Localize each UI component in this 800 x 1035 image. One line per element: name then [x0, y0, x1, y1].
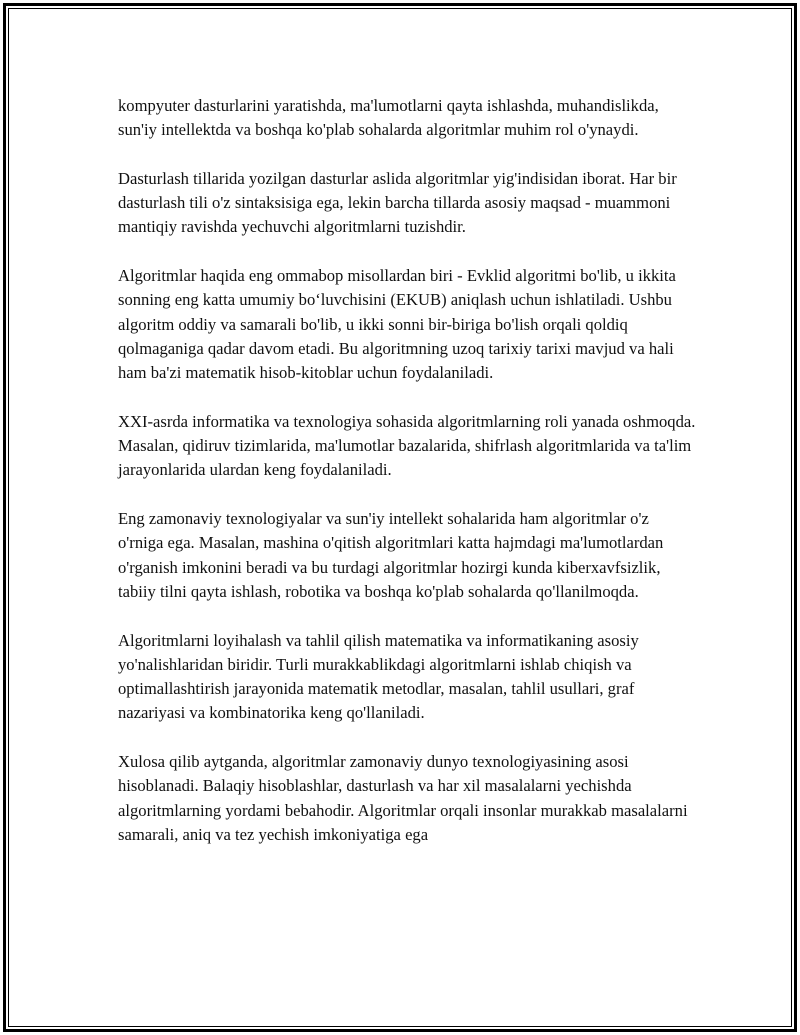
paragraph-1: kompyuter dasturlarini yaratishda, ma'lumotlarni qayta ishlashda, muhandislikda, sun'iy intellektda va boshqa ko'plab sohalarda algoritmlar muhim rol o'ynaydi.	[118, 96, 659, 140]
document-body	[118, 94, 698, 872]
paragraph-4: XXI-asrda informatika va texnologiya sohasida algoritmlarning roli yanada oshmoqda. Masalan, qidiruv tizimlarida, ma'lumotlar bazalarida, shifrlash algoritmlarida va ta'lim jarayonlarida ulardan keng foydalaniladi.	[118, 411, 696, 480]
paragraph-5: Eng zamonaviy texnologiyalar va sun'iy intellekt sohalarida ham algoritmlar o'z o'rniga ega. Masalan, mashina o'qitish algoritmlari katta hajmdagi ma'lumotlardan o'rganish imkonini beradi va bu turdagi algoritmlar hozirgi kunda kiberxavfsizlik, tabiiy tilni qayta ishlash, robotika va boshqa ko'plab sohalarda qo'llanilmoqda.	[118, 509, 664, 601]
paragraph-2: Dasturlash tillarida yozilgan dasturlar aslida algoritmlar yig'indisidan iborat. Har bir dasturlash tili o'z sintaksisiga ega, lekin barcha tillarda asosiy maqsad - muammoni mantiqiy ravishda yechuvchi algoritmlarni tuzishdir.	[118, 168, 677, 237]
paragraph-7: Xulosa qilib aytganda, algoritmlar zamonaviy dunyo texnologiyasining asosi hisoblanadi. Balaqiy hisoblashlar, dasturlash va har xil masalalarni yechishda algoritmlarning yordami bebahodir. Algoritmlar orqali insonlar murakkab masalalarni samarali, aniq va tez yechish imkoniyatiga ega	[118, 752, 688, 844]
paragraph-3: Algoritmlar haqida eng ommabop misollardan biri - Evklid algoritmi bo'lib, u ikkita sonning eng katta umumiy bo‘luvchisini (EKUB) aniqlash uchun ishlatiladi. Ushbu algoritm oddiy va samarali bo'lib, u ikki sonni bir-biriga bo'lish orqali qoldiq qolmaganiga qadar davom etadi. Bu algoritmning uzoq tarixiy tarixi mavjud va hali ham ba'zi matematik hisob-kitoblar uchun foydalaniladi.	[118, 266, 676, 383]
paragraph-6: Algoritmlarni loyihalash va tahlil qilish matematika va informatikaning asosiy yo'nalishlaridan biridir. Turli murakkablikdagi algoritmlarni ishlab chiqish va optimallashtirish jarayonida matematik metodlar, masalan, tahlil usullari, graf nazariyasi va kombinatorika keng qo'llaniladi.	[118, 630, 639, 723]
